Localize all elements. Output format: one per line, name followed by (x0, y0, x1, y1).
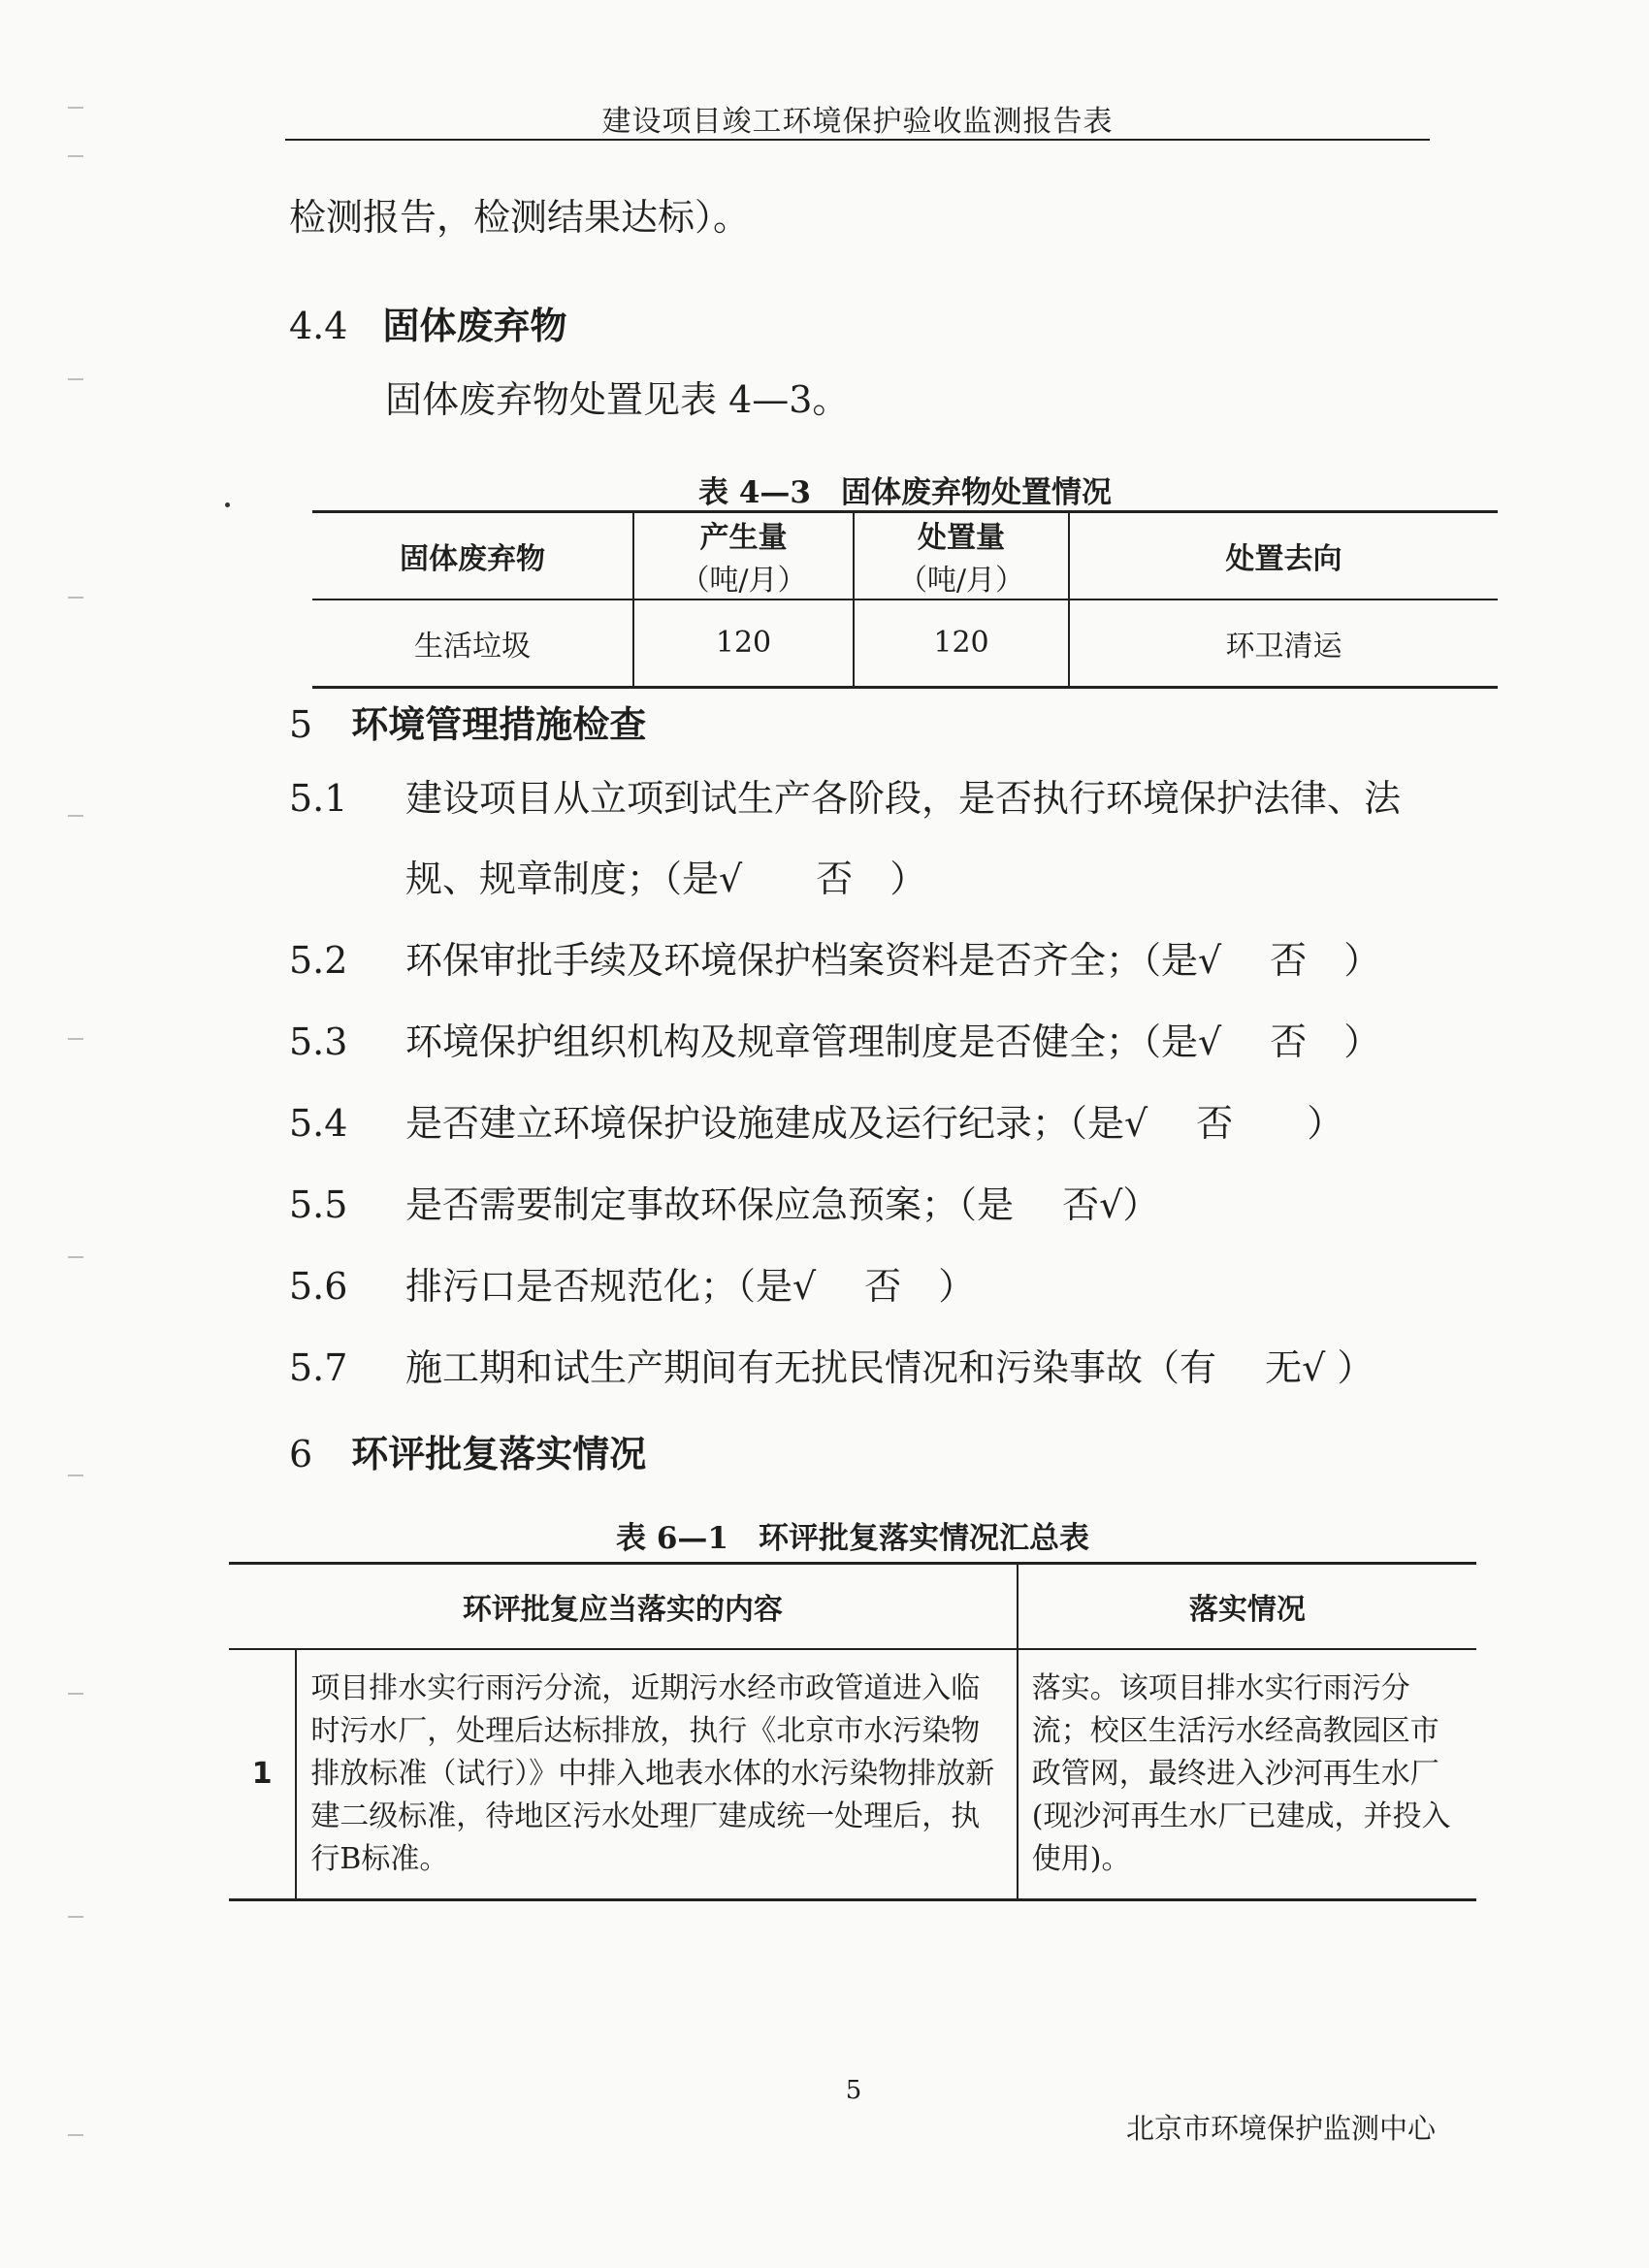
scan-speck (225, 502, 230, 507)
scan-edge-mark (68, 1916, 83, 1918)
section-title: 环评批复落实情况 (351, 1432, 647, 1475)
scan-edge-mark (68, 815, 83, 817)
scan-edge-mark (68, 2134, 83, 2136)
section-4-4-heading (289, 296, 566, 349)
scan-edge-mark (68, 597, 83, 599)
item-number: 5.5 (289, 1183, 348, 1226)
item-text: 排污口是否规范化；（是√ 否 ） (405, 1265, 976, 1308)
check-item-5-7 (289, 1345, 1374, 1391)
running-header: 建设项目竣工环境保护验收监测报告表 (601, 105, 1114, 139)
item-number: 5.6 (289, 1265, 348, 1308)
cell-status: 落实。该项目排水实行雨污分流；校区生活污水经高教园区市政管网，最终进入沙河再生水厂(现沙河再生水厂已建成，并投入使用)。 (1018, 1649, 1476, 1900)
section-4-4-text: 固体废弃物处置见表 4—3。 (385, 378, 850, 421)
item-text: 环保审批手续及环境保护档案资料是否齐全；（是√ 否 ） (405, 939, 1381, 982)
scan-edge-mark (68, 1038, 83, 1040)
item-text: 建设项目从立项到试生产各阶段，是否执行环境保护法律、法 (405, 777, 1402, 820)
section-number: 4.4 (289, 305, 348, 347)
item-number: 5.3 (289, 1021, 348, 1063)
table-header-row (229, 1564, 1476, 1650)
col-header-waste: 固体废弃物 (400, 542, 545, 576)
scan-edge-mark (68, 1474, 83, 1476)
col-header-destination: 处置去向 (1069, 512, 1498, 600)
table-4-3 (312, 510, 1498, 689)
col-header-disposed: 处置量 （吨/月） (854, 512, 1069, 600)
section-title: 环境管理措施检查 (351, 702, 647, 746)
header-rule (285, 139, 1430, 141)
table-6-1 (229, 1562, 1476, 1901)
scan-edge-mark (68, 155, 83, 157)
cell-destination: 环卫清运 (1069, 599, 1498, 687)
col-header-requirements: 环评批复应当落实的内容 (229, 1564, 1018, 1650)
table-4-3-caption: 表 4—3 固体废弃物处置情况 (698, 475, 1112, 510)
section-5-heading (289, 695, 646, 748)
item-number: 5.1 (289, 777, 348, 820)
footer-organization: 北京市环境保护监测中心 (1125, 2112, 1436, 2145)
section-title: 固体废弃物 (382, 304, 567, 347)
item-text: 施工期和试生产期间有无扰民情况和污染事故（有 无√ ） (405, 1346, 1374, 1389)
item-text: 环境保护组织机构及规章管理制度是否健全；（是√ 否 ） (405, 1021, 1381, 1063)
check-item-5-6 (289, 1263, 975, 1310)
item-number: 5.4 (289, 1102, 348, 1145)
check-item-5-1 (289, 775, 1401, 822)
col-header-generated: 产生量 （吨/月） (633, 512, 854, 600)
cell-generated: 120 (633, 599, 854, 687)
check-item-5-3 (289, 1019, 1380, 1065)
item-number: 5.7 (289, 1346, 348, 1389)
table-header-row (312, 512, 1498, 600)
item-number: 5.2 (289, 939, 348, 982)
cell-requirement: 项目排水实行雨污分流，近期污水经市政管道进入临时污水厂，处理后达标排放，执行《北京市水污染物排放标准（试行）》中排入地表水体的水污染物排放新建二级标准，待地区污水处理厂建成统一处理后，执行B标准。 (296, 1649, 1017, 1900)
check-item-5-5 (289, 1182, 1159, 1228)
check-item-5-4 (289, 1100, 1343, 1147)
section-6-heading (289, 1424, 646, 1477)
section-number: 6 (289, 1433, 313, 1475)
section-number: 5 (289, 703, 313, 746)
scan-edge-mark (68, 378, 83, 380)
table-row (312, 599, 1498, 687)
scan-edge-mark (68, 107, 83, 109)
col-header-status: 落实情况 (1018, 1564, 1476, 1650)
item-text: 是否需要制定事故环保应急预案；（是 否√） (405, 1183, 1160, 1226)
check-item-5-1-cont: 规、规章制度；（是√ 否 ） (405, 858, 927, 900)
item-text: 是否建立环境保护设施建成及运行纪录；（是√ 否 ） (405, 1102, 1344, 1145)
scan-edge-mark (68, 1693, 83, 1695)
scan-edge-mark (68, 1256, 83, 1258)
cell-disposed: 120 (854, 599, 1069, 687)
page-number: 5 (845, 2076, 862, 2105)
row-index: 1 (229, 1649, 296, 1900)
cell-waste-type: 生活垃圾 (414, 629, 531, 664)
table-row (229, 1649, 1476, 1900)
check-item-5-2 (289, 937, 1380, 984)
intro-text: 检测报告，检测结果达标）。 (289, 196, 751, 239)
table-6-1-caption: 表 6—1 环评批复落实情况汇总表 (616, 1521, 1089, 1556)
